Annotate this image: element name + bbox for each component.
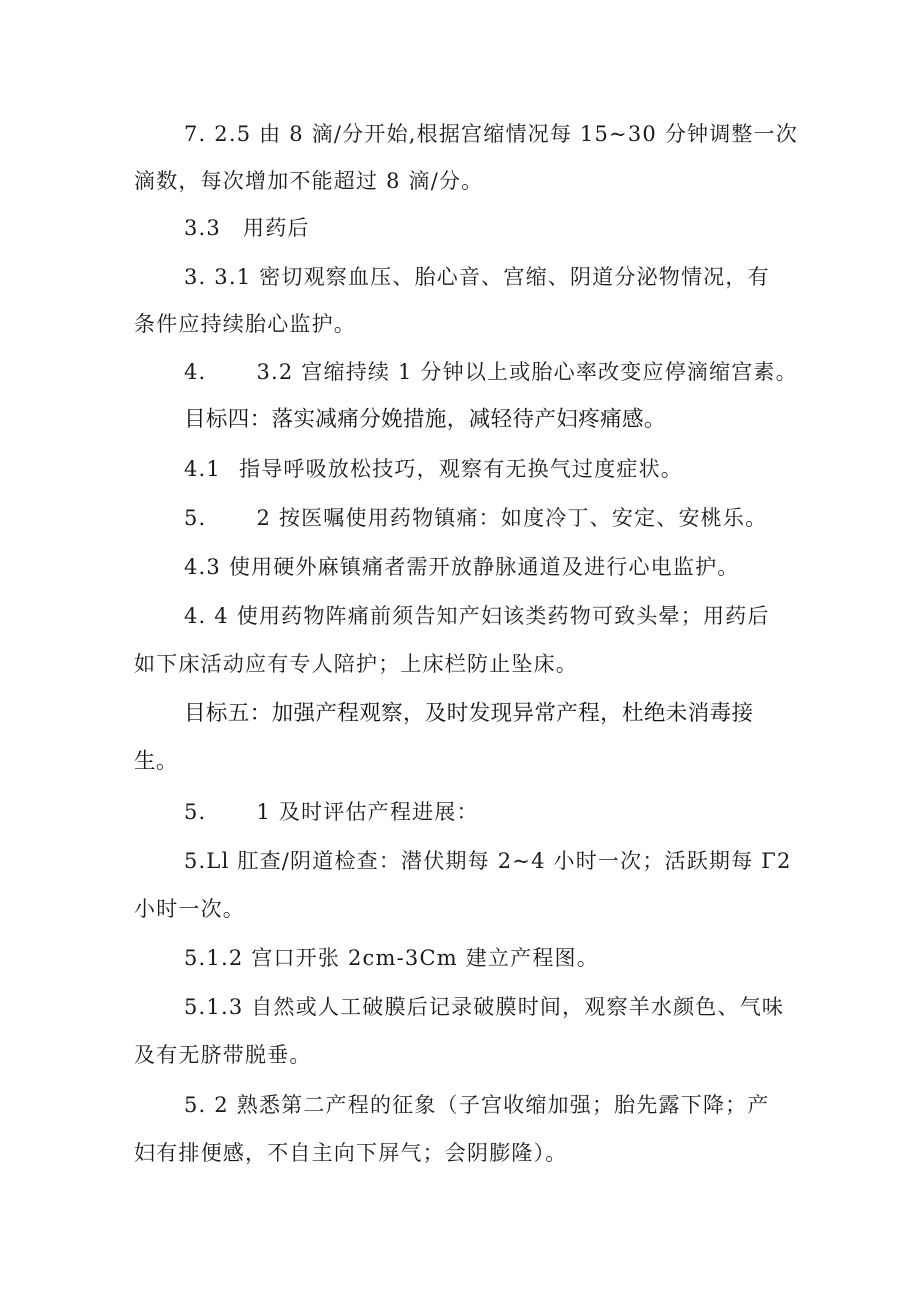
paragraph-3-3-1-line-2: 条件应持续胎心监护。 (134, 312, 356, 336)
paragraph-5-1-1-line-1: 5.Ll 肛查/阴道检查：潜伏期每 2~4 小时一次；活跃期每 Γ2 (184, 849, 792, 873)
paragraph-3-3 (184, 213, 310, 243)
paragraph-4-4-line-1: 4. 4 使用药物阵痛前须告知产妇该类药物可致头晕；用药后 (184, 604, 770, 628)
paragraph-5-1-3-line-2: 及有无脐带脱垂。 (134, 1043, 312, 1067)
paragraph-7-2-5-line-2: 滴数，每次增加不能超过 8 滴/分。 (134, 169, 484, 193)
paragraph-3-2 (184, 357, 798, 387)
list-number: 4. (184, 360, 207, 384)
section-title: 用药后 (243, 216, 310, 240)
paragraph-4-2 (184, 503, 767, 533)
paragraph-5-1 (184, 797, 479, 827)
paragraph-4-3: 4.3 使用硬外麻镇痛者需开放静脉通道及进行心电监护。 (184, 555, 740, 579)
list-text: 1 及时评估产程进展： (256, 800, 479, 824)
paragraph-4-1 (184, 454, 683, 484)
paragraph-5-2-line-2: 妇有排便感，不自主向下屏气；会阴膨隆）。 (134, 1141, 568, 1165)
list-number: 4.1 (184, 457, 221, 481)
paragraph-5-1-1-line-2: 小时一次。 (134, 897, 245, 921)
list-text: 2 按医嘱使用药物镇痛：如度冷丁、安定、安桃乐。 (256, 506, 768, 530)
paragraph-4-4-line-2: 如下床活动应有专人陪护；上床栏防止坠床。 (134, 652, 578, 676)
section-number: 3.3 (184, 216, 221, 240)
list-number: 5. (184, 506, 207, 530)
paragraph-5-1-3-line-1: 5.1.3 自然或人工破膜后记录破膜时间，观察羊水颜色、气味 (184, 995, 785, 1019)
list-text: 指导呼吸放松技巧，观察有无换气过度症状。 (239, 457, 683, 481)
paragraph-5-1-2: 5.1.2 宫口开张 2cm-3Cm 建立产程图。 (184, 946, 599, 970)
paragraph-7-2-5-line-1: 7. 2.5 由 8 滴/分开始,根据宫缩情况每 15~30 分钟调整一次 (184, 122, 799, 146)
list-number: 5. (184, 800, 207, 824)
goal-5-heading-line-1: 目标五：加强产程观察，及时发现异常产程，杜绝未消毒接 (184, 701, 754, 726)
list-text: 3.2 宫缩持续 1 分钟以上或胎心率改变应停滴缩宫素。 (256, 360, 798, 384)
paragraph-3-3-1-line-1: 3. 3.1 密切观察血压、胎心音、宫缩、阴道分泌物情况，有 (184, 265, 770, 289)
goal-5-heading-line-2: 生。 (134, 749, 178, 774)
paragraph-5-2-line-1: 5. 2 熟悉第二产程的征象（子宫收缩加强；胎先露下降；产 (184, 1093, 770, 1117)
goal-4-heading: 目标四：落实减痛分娩措施，减轻待产妇疼痛感。 (184, 407, 666, 432)
